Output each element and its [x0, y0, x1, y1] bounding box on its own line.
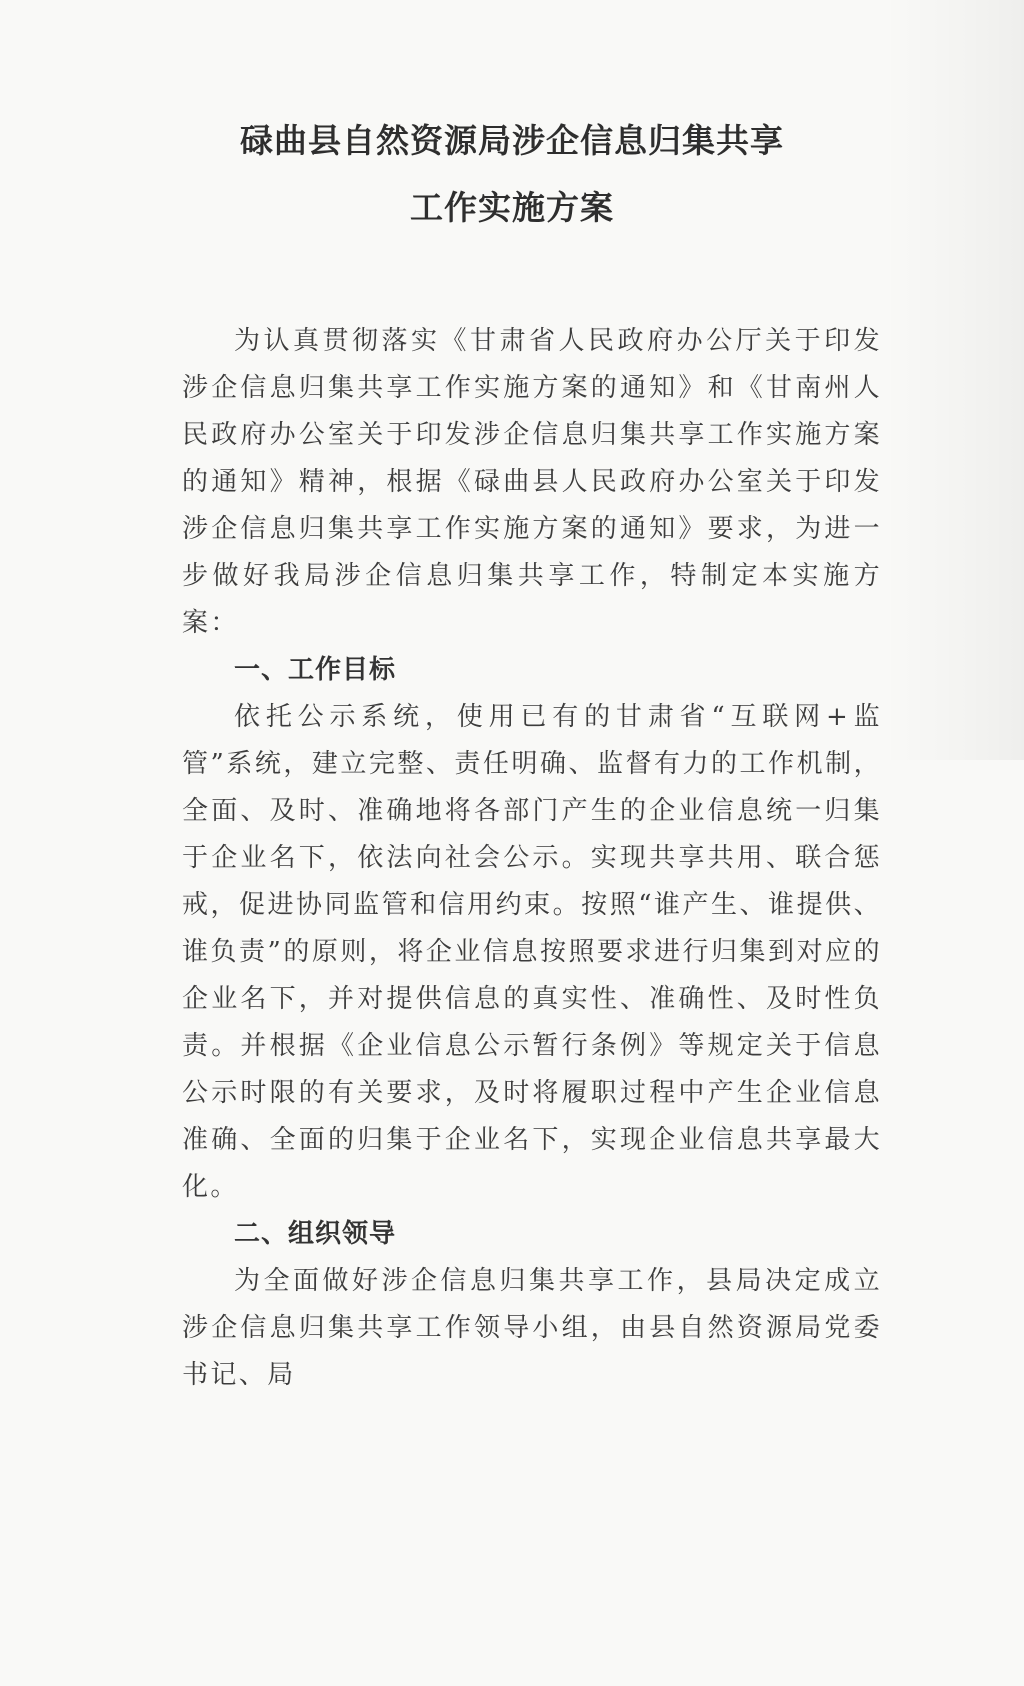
document-body [182, 318, 882, 1399]
document-title-line-2: 工作实施方案 [410, 188, 614, 227]
section-heading-work-goals: 一、工作目标 [234, 655, 397, 685]
document-title-line-1: 碌曲县自然资源局涉企信息归集共享 [240, 121, 784, 160]
intro-paragraph: 为认真贯彻落实《甘肃省人民政府办公厅关于印发涉企信息归集共享工作实施方案的通知》和《甘南州人民政府办公室关于印发涉企信息归集共享工作实施方案的通知》精神，根据《碌曲县人民政府办公室关于印发涉企信息归集共享工作实施方案的通知》要求，为进一步做好我局涉企信息归集共享工作，特制定本实施方案： [182, 326, 882, 638]
section-paragraph-organization: 为全面做好涉企信息归集共享工作，县局决定成立涉企信息归集共享工作领导小组，由县自然资源局党委书记、局 [182, 1266, 882, 1390]
scan-shadow [884, 0, 1024, 760]
section-heading-organization: 二、组织领导 [234, 1219, 397, 1249]
section-paragraph-work-goals: 依托公示系统，使用已有的甘肃省“互联网+监管”系统，建立完整、责任明确、监督有力的工作机制，全面、及时、准确地将各部门产生的企业信息统一归集于企业名下，依法向社会公示。实现共享共用、联合惩戒，促进协同监管和信用约束。按照“谁产生、谁提供、谁负责”的原则，将企业信息按照要求进行归集到对应的企业名下，并对提供信息的真实性、准确性、及时性负责。并根据《企业信息公示暂行条例》等规定关于信息公示时限的有关要求，及时将履职过程中产生企业信息准确、全面的归集于企业名下，实现企业信息共享最大化。 [182, 702, 882, 1202]
